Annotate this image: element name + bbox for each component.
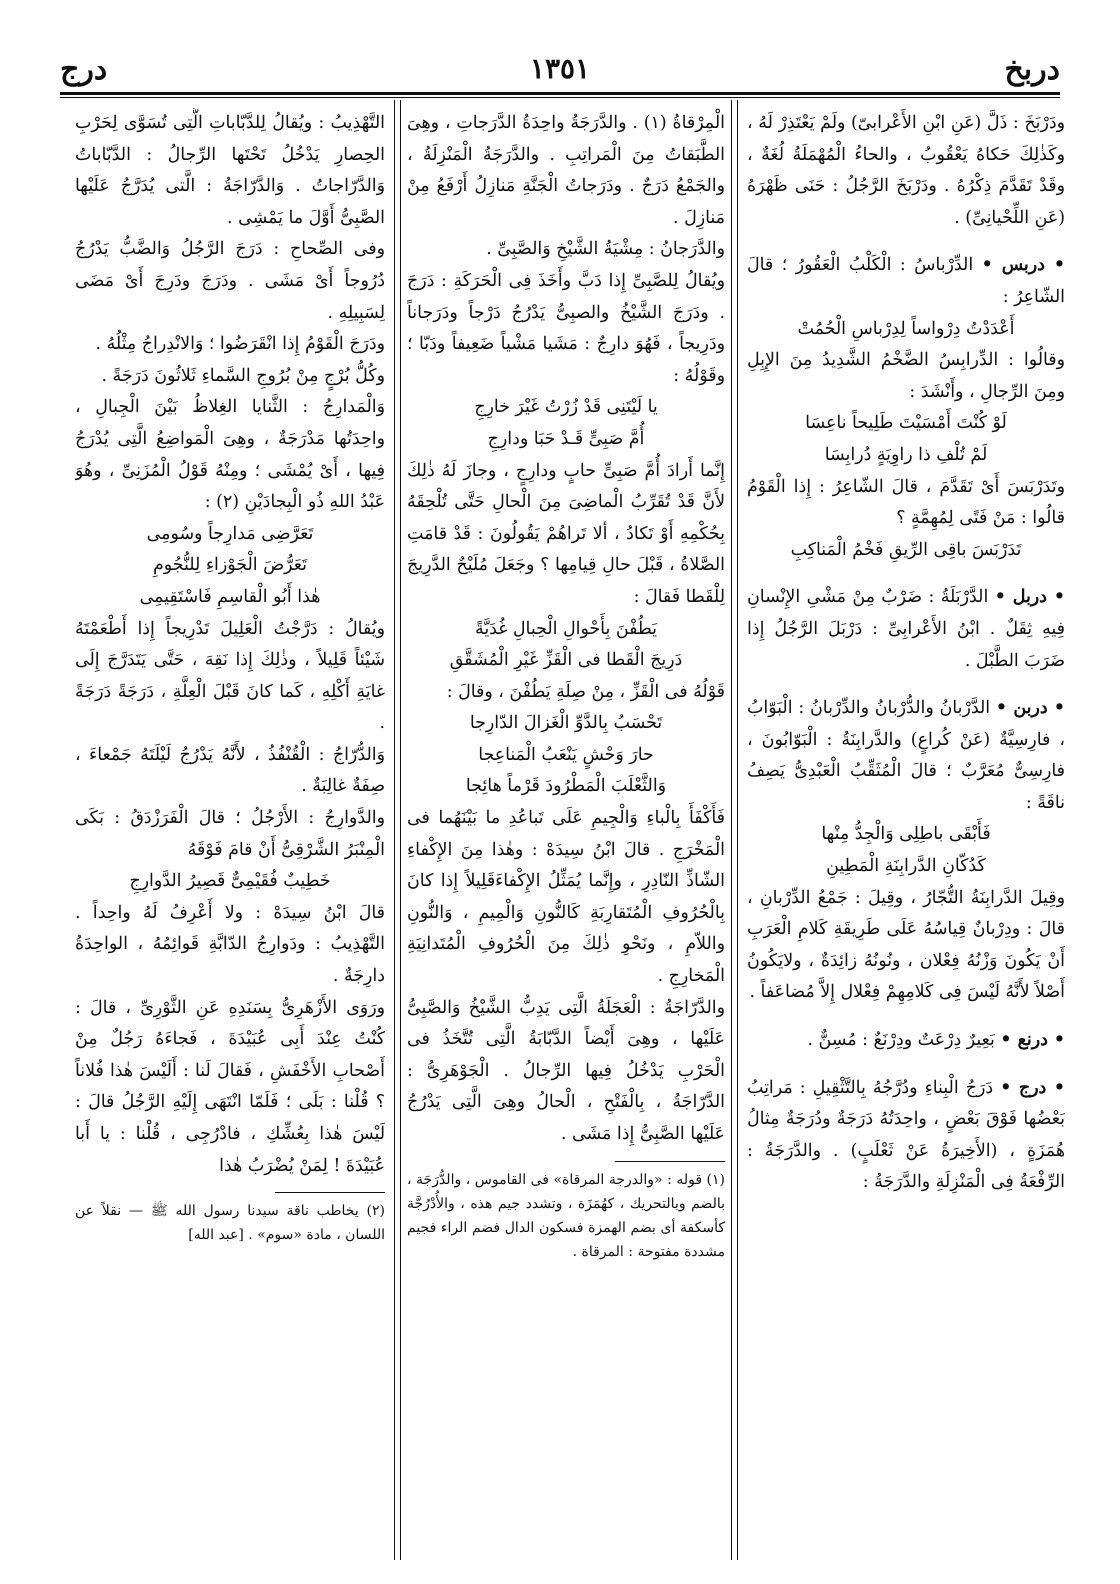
headword: • دربس • [981, 255, 1065, 276]
paragraph: قَوْلُهُ فى الْقَزِّ ، مِنْ صِلَةِ يَطُفْنَ ، وقالَ : [446, 681, 725, 702]
entry-text: دَرَجُ الْبِناءِ ودُرَّجُهُ بِالتَّثْقِيلِ : مَراتِبُ بَعْضُها فَوْقَ بَعْضٍ ، واحِدَتُهُ دَرَجَةٌ ودُرَجَةٌ مِثالُ هُمَزَةٍ ، (الأَخِيرَةُ عَنْ ثَعْلَبٍ) . والدَّرَجَةُ : الرِّفْعَةُ فِى الْمَنْزِلَةِ والدَّرَجَةُ : [747, 1077, 1065, 1193]
paragraph: الْمِرْقاةُ (١) . والدَّرَجَةُ واحِدَةُ الدَّرَجاتِ ، وهِىَ الطَّبَقاتُ مِنَ الْمَراتِبِ . والدَّرَجَةُ الْمَنْزِلَةُ ، والجَمْعُ دَرَجٌ . ودَرَجاتُ الْجَنَّةِ مَنازِلُ أَرْفَعُ مِنْ مَنازِلَ . [407, 113, 725, 228]
paragraph: قالَ ابْنُ سِيدَهْ : ولا أَعْرِفُ لَهُ واحِداً . التَّهْذِيبُ : ودَوارِجُ الدّابَّةِ قَوائِمُهُ ، الواحِدَةُ دارِجَةٌ . [75, 902, 385, 987]
verse-line: كَدُكّانِ الدَّرابِنَةِ الْمَطِينِ [826, 856, 986, 877]
paragraph: والدَّرَجانُ : مِشْيَةُ الشَّيْخِ وَالصَّبِىِّ . [486, 239, 725, 260]
header-right-word: دربخ [1004, 52, 1060, 87]
paragraph: ويُقالُ لِلصَّبِىِّ إِذا دَبَّ وأَخَذَ فِى الْحَرَكَةِ : دَرَجَ . ودَرَجَ الشَّيْخُ والصبِىُّ يَدْرُجُ دَرْجاً ودَرَجاناً ودَرِيجاً ، فَهُوَ دارِجٌ : مَشَيا مَشْياً ضَعِيفاً ودَبّا ؛ وقَوْلُهُ : [407, 270, 725, 386]
verse-line: دَرِيجَ الْقَطا فى الْقَزِّ غَيْرِ الْمُشَقَّقِ [449, 650, 683, 671]
headword: • درنع • [1000, 1030, 1065, 1051]
entry-text: الدَّرْبَلَةُ : ضَرْبٌ مِنْ مَشْىِ الإِنْسانِ فِيهِ ثِقَلٌ . ابْنُ الأَعْرابِىِّ : دَرْبَلَ الرَّجُلُ إِذا ضَرَبَ الطَّبْلَ . [747, 587, 1065, 671]
header-rule [60, 92, 1060, 95]
verse-line: يا لَيْتَنِى قَدْ زُرْتُ غَيْرَ خارِجِ [474, 397, 658, 418]
entry-text: الدِّرْباسُ : الْكَلْبُ الْعَقُورُ ؛ قالَ الشّاعِرُ : [747, 255, 1065, 307]
paragraph: وَالْمَدارِجُ : الثَّنايا الغِلاظُ بَيْنَ الْجِبالِ ، واحِدَتُها مَدْرَجَةٌ ، وهِىَ الْمَواضِعُ الَّتِى يُدْرَجُ فِيها ، أَىْ يُمْشَى ؛ ومِنْهُ قَوْلُ الْمُزَنِىِّ ، وهُوَ عَبْدُ اللهِ ذُو الْبِجادَيْنِ (٢) : [75, 397, 385, 513]
footnote-rule [275, 1192, 385, 1193]
footnote-rule [615, 1161, 725, 1162]
verse-line: يَطُفْنَ بِأَحْوالِ الْحِبالِ غُدَيَّةً [475, 618, 657, 639]
header-left-word: درج [60, 52, 108, 87]
entry-daraj [747, 1073, 1065, 1199]
paragraph: وفى الصِّحاحِ : دَرَجَ الرَّجُلُ وَالضَّبُّ يَدْرُجُ دُرُوجاً أَىْ مَشَى . ودَرَجَ ودَرِجَ أَىْ مَضَى لِسَبِيلِهِ . [75, 239, 385, 323]
page-header [60, 52, 1060, 92]
paragraph: فَأَكْفَأَ بِالْباءِ وَالْجِيمِ عَلَى تَباعُدِ ما بَيْنَهُما فى الْمَخْرَجِ . قالَ ابْنُ سِيدَهْ : وهٰذا مِنَ الإِكْفاءِ الشّاذِّ النّادِرِ ، وإِنَّما يُمَثِّلُ الإِكْفاءَقَلِيلاً إِذا كانَ بِالْحُرُوفِ الْمُتَقارِبَةِ كَالنُّونِ وَالْمِيمِ ، وَالنُّونِ واللاّمِ ، ونَحْوِ ذٰلِكَ مِنَ الْحُرُوفِ الْمُتَدانِيَةِ الْمَخارِجِ . [407, 808, 725, 987]
paragraph: وقِيلَ الدَّرابِنَةُ التُّجّارُ ، وقِيلَ : جَمْعُ الدِّرْبانِ ، قالَ : ودِرْبانٌ قِياسُهُ عَلَى طَرِيقَةِ كَلامِ الْعَرَبِ أَنْ يَكُونَ وَزْنُهُ فِعْلان ، ونُونُهُ زائِدَةٌ ، ولايَكُونُ أَصْلاً لأَنَّهُ لَيْسَ فِى كَلامِهِمْ فِعْلال إِلاَّ مُضاعَفاً . [747, 887, 1065, 1003]
middle-column [407, 108, 725, 1568]
page-number: ١٣٥١ [529, 52, 591, 85]
left-column [75, 108, 385, 1568]
paragraph: ودَرَجَ الْقَوْمُ إِذا انْقَرَضُوا ؛ وَالانْدِراجُ مِثْلُهُ . [95, 334, 385, 355]
verse-line: لَمْ تُلْفِ ذا راوِيَةٍ دُرابِسَا [824, 444, 988, 465]
paragraph: ودَرْبَخَ : ذَلَّ (عَنِ ابْنِ الأَعْرابىّ) ولَمْ يَعْتَذِرْ لَهُ ، وكَذٰلِكَ حَكاهُ يَعْقُوبُ ، والحاءُ الْمُهْمَلَةُ لُغَةٌ ، وقَدْ تَقَدَّمَ ذِكْرُهُ . ودَرْبَخَ الرَّجُلُ : حَنَى ظَهْرَهُ (عَنِ اللِّحْيانِىِّ) . [747, 113, 1065, 228]
entry-darnaa [747, 1025, 1065, 1057]
header-rule-thin [60, 97, 1060, 98]
headword: • دربل • [994, 587, 1065, 608]
right-column [747, 108, 1065, 1568]
verse-line: أَعْدَدْتُ دِرْواساً لِدِرْباسِ الْحُمُتْ [797, 318, 1015, 339]
entry-darban [747, 693, 1065, 819]
text-columns [75, 108, 1065, 1568]
verse-line: هٰذا أَبُو الْقاسِمِ فَاسْتَقِيمِى [139, 586, 321, 607]
entry-darbas [747, 250, 1065, 313]
headword: • دربن • [995, 698, 1065, 719]
footnote: (١) قوله : «والدرجة المرقاة» فى القاموس ، والدُّرَجَة ، بالضم وبالتحريك ، كهُمَزَة ، وتشدد جيم هذه ، والأُدْرُجَّة كأسكفة أى بضم الهمزة فسكون الدال فضم الراء فجيم مشددة مفتوحة : المرقاة . [407, 1171, 725, 1260]
verse-line: تَعَرُّضَ الْجَوْزاءِ لِلنُّجُومِ [153, 555, 307, 576]
entry-text: بَعِيرٌ دِرْعَتٌ ودِرْنَعٌ : مُسِنٌّ . [807, 1030, 995, 1051]
headword: • درج • [1000, 1077, 1065, 1098]
verse-line: حارَ وَحْشٍ يَنْعَبُ الْمَناعِجا [478, 744, 654, 765]
paragraph: وَالدُّرّاجُ : الْقُنْفُذُ ، لأَنَّهُ يَدْرُجُ لَيْلَتَهُ جَمْعاءَ ، صِفَةٌ غالِبَةٌ . [75, 744, 385, 797]
verse-line: تَدَرْبَسَ باقِى الرِّيقِ فَخْمُ الْمَناكِبِ [790, 539, 1022, 560]
verse-line: تَحْسَبُ بِالدَّوِّ الْغَزالَ الدّارِجا [469, 713, 663, 734]
paragraph: وتَدَرْبَسَ أَىْ تَقَدَّمَ ، قالَ الشّاعِرُ : إِذا الْقَوْمُ قالُوا : مَنْ فَتًى لِمُهِمَّةٍ ؟ [747, 476, 1065, 529]
paragraph: والدَّرّاجَةُ : الْعَجَلَةُ الَّتِى يَدِبُّ الشَّيْخُ وَالصَّبِىُّ عَلَيْها ، وهِىَ أَيْضاً الدَّبّابَةُ الَّتِى تُتَّخَذُ فى الْحَرْبِ يَدْخُلُ فِيها الرِّجالُ . الْجَوْهَرِىُّ : الدَّرّاجَةُ ، بِالْفَتْحِ ، الْحالُ وهِىَ الَّتِى يَدْرُجُ عَلَيْها الصَّبِىُّ إِذا مَشَى . [407, 997, 725, 1144]
verse-line: لَوْ كُنْتَ أَمْسَيْتَ طَلِيحاً ناعِسَا [805, 413, 1007, 434]
verse-line: فَأَبْقَى باطِلِى وَالْجِدُّ مِنْها [821, 824, 991, 845]
verse-line: أُمَّ صَبِىٍّ قَـدْ حَبَا ودارِجِ [487, 428, 645, 449]
footnote: (٢) يخاطب ناقة سيدنا رسول الله ﷺ — نقلاً عن اللسان ، مادة «سوم» . [عبد الله] [75, 1203, 385, 1244]
paragraph: ويُقالُ : دَرَّجْتُ الْعَلِيلَ تَدْرِيجاً إِذا أَطْعَمْتَهُ شَيْئاً قَلِيلاً ، وذٰلِكَ إِذا نَقِهَ ، حَتَّى يَتَدَرَّجَ إِلَى غايَةِ أَكْلِهِ ، كَما كانَ قَبْلَ الْعِلَّةِ ، دَرَجَةً دَرَجَةً . [75, 618, 385, 734]
paragraph: وكُلُّ بُرْجٍ مِنْ بُرُوجِ السَّماءِ ثَلاثُونَ دَرَجَةً . [101, 365, 385, 386]
entry-text: الدَّرْبانُ والدُّرْبانُ والدِّرْبانُ : الْبَوّابُ ، فارِسِيَّةٌ (عَنْ كُراعٍ) والدَّرابِنَةُ : الْبَوّابُونَ ، فارِسِىٌّ مُعَرَّبٌ ؛ قالَ الْمُثَقِّبُ الْعَبْدِىُّ يَصِفُ ناقَةً : [747, 698, 1065, 813]
verse-line: وَالثَّعْلَبَ الْمَطْرُودَ قَرْماً هائِجا [465, 776, 667, 797]
paragraph: وقالُوا : الدِّرابِسُ الضَّخْمُ الشَّدِيدُ مِنَ الإِبِلِ ومِنَ الرِّجالِ ، وأَنْشَدَ : [747, 350, 1065, 402]
verse-line: تَعَرَّضِى مَدارِجاً وسُومِى [146, 523, 314, 544]
paragraph: والدَّوارِجُ : الأَرْجُلُ ؛ قالَ الْفَرَزْدَقُ : بَكَى الْمِنْبَرُ الشَّرْقِىُّ أَنْ قامَ فَوْقَهُ [75, 808, 385, 860]
entry-darbal [747, 582, 1065, 677]
paragraph: إِنَّما أَرادَ أُمَّ صَبِىٍّ حابٍ ودارِجٍ ، وجازَ لَهُ ذٰلِكَ لأَنَّ قَدْ تُقَرِّبُ الْماضِىَ مِنَ الْحالِ حَتَّى تُلْحِقَهُ بِحُكْمِهِ أَوْ تَكادُ ، ألا تَراهُمْ يَقُولُونَ : قَدْ قامَتِ الصَّلاةُ ، قَبْلَ حالِ قِيامِها ؟ وجَعَلَ مُلَيْحٌ الدَّرِيجَ لِلْقَطا فَقالَ : [407, 460, 725, 607]
verse-line: خَطِيبٌ فُقَيْمِىٌّ قَصِيرُ الدَّوارِجِ [129, 871, 331, 892]
paragraph: التَّهْذِيبُ : ويُقالُ لِلدَّبّاباتِ الَّتِى تُسَوَّى لِحَرْبِ الحِصارِ يَدْخُلُ تَحْتَها الرِّجالُ : الدَّبّاباتُ وَالدَّرّاجاتُ . وَالدَّرّاجَةُ : الَّتى يُدَرَّجُ عَلَيْها الصَّبِىُّ أَوَّلَ ما يَمْشِى . [75, 113, 385, 228]
paragraph: ورَوَى الأَزْهَرِىُّ بِسَنَدِهِ عَنِ الثَّوْرِىِّ ، قالَ : كُنْتُ عِنْدَ أَبِى عُبَيْدَةَ ، فَجاءَهُ رَجُلٌ مِنْ أَصْحابِ الأَخْفَشِ ، فَقالَ لَنا : أَلَيْسَ هٰذا فُلاناً ؟ قُلْنا : بَلَى ؛ فَلَمّا انْتَهَى إِلَيْهِ الرَّجُلُ قالَ : لَيْسَ هٰذا بِعُشِّكِ ، فادْرُجِى ، قُلْنا : يا أَبا عُبَيْدَةَ ! لِمَنْ يُضْرَبُ هٰذا [75, 997, 385, 1176]
